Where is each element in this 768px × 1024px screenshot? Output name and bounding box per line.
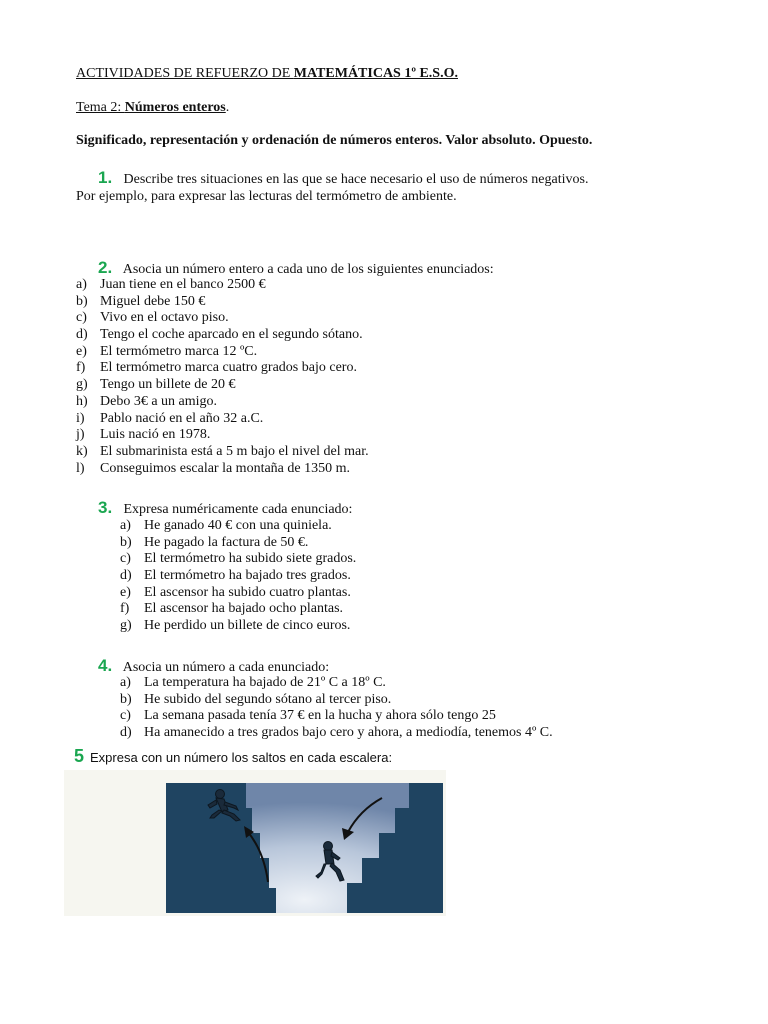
item-letter: e) [120,584,131,600]
item-letter: c) [76,310,87,326]
tema-prefix: Tema 2: [76,100,125,115]
exercise-5-text: Expresa con un número los saltos en cada escalera: [90,750,393,765]
list-item [76,327,369,344]
exercise-1-line-2: Por ejemplo, para expresar las lecturas del termómetro de ambiente. [76,189,457,204]
worksheet-title [76,66,458,82]
section-subtitle: Significado, representación y ordenación de números enteros. Valor absoluto. Opuesto. [76,133,593,148]
list-item [76,394,369,411]
item-text: Juan tiene en el banco 2500 € [100,277,266,292]
item-text: La semana pasada tenía 37 € en la hucha y ahora sólo tengo 25 [144,708,496,724]
exercise-5-number: 5 [74,746,85,766]
list-item [120,708,553,725]
item-letter: l) [76,460,85,476]
item-text: Vivo en el octavo piso. [100,310,229,326]
item-letter: d) [120,568,132,584]
item-text: He subido del segundo sótano al tercer piso. [144,691,392,707]
item-letter: k) [76,443,88,459]
item-text: Ha amanecido a tres grados bajo cero y ahora, a mediodía, tenemos 4º C. [144,725,553,741]
item-letter: d) [76,327,88,343]
list-item [76,377,369,394]
item-text: Tengo un billete de 20 € [100,377,236,393]
list-item [120,725,553,742]
item-text: He pagado la factura de 50 €. [144,534,309,550]
item-text: El termómetro ha subido siete grados. [144,551,357,567]
exercise-3-number: 3. [98,498,113,517]
title-subject: MATEMÁTICAS 1º E.S.O. [293,66,458,81]
item-text: El termómetro ha bajado tres grados. [144,568,351,584]
exercise-4-text: Asocia un número a cada enunciado: [122,660,330,675]
list-item [120,692,553,709]
item-letter: c) [120,551,131,567]
exercise-5-prompt [74,746,392,767]
item-letter: h) [76,393,88,409]
item-letter: f) [120,601,130,617]
item-letter: c) [120,708,131,724]
item-text: Tengo el coche aparcado en el segundo sótano. [100,327,363,343]
item-text: La temperatura ha bajado de 21º C a 18º C. [144,675,386,690]
item-letter: b) [120,534,132,550]
item-letter: d) [120,725,132,741]
item-text: El ascensor ha subido cuatro plantas. [144,584,351,600]
exercise-2-prompt [98,258,494,278]
list-item [76,461,369,478]
exercise-2-text: Asocia un número entero a cada uno de los siguientes enunciados: [122,262,494,277]
exercise-3-text: Expresa numéricamente cada enunciado: [123,502,353,517]
item-text: El submarinista está a 5 m bajo el nivel del mar. [100,443,369,459]
list-item [76,277,369,294]
item-letter: a) [76,277,87,292]
item-text: El termómetro marca cuatro grados bajo cero. [100,360,357,376]
list-item [120,618,356,635]
tema-title: Números enteros [124,100,226,115]
item-text: Miguel debe 150 € [100,293,206,309]
item-letter: g) [120,618,132,634]
exercise-1-number: 1. [98,168,113,187]
tema-line [76,100,229,116]
item-text: Pablo nació en el año 32 a.C. [100,410,264,426]
list-item [120,675,553,692]
stairs-illustration [64,770,446,916]
list-item [76,344,369,361]
item-text: Debo 3€ a un amigo. [100,393,218,409]
exercise-4-number: 4. [98,656,113,675]
item-text: El termómetro marca 12 ºC. [100,343,258,359]
exercise-4-list [120,675,553,742]
list-item [120,551,356,568]
item-text: Conseguimos escalar la montaña de 1350 m. [100,460,350,476]
tema-suffix: . [225,100,230,115]
list-item [76,360,369,377]
item-text: He ganado 40 € con una quiniela. [144,518,332,533]
list-item [120,568,356,585]
exercise-1-prompt [98,168,588,188]
exercise-1-line-1: Describe tres situaciones en las que se hace necesario el uso de números negativos. [123,172,589,187]
item-letter: b) [76,293,88,309]
item-letter: i) [76,410,85,426]
exercise-3-prompt [98,498,352,518]
item-letter: j) [76,427,85,443]
title-prefix: ACTIVIDADES DE REFUERZO DE [76,66,294,81]
item-letter: a) [120,675,131,690]
list-item [76,411,369,428]
list-item [76,294,369,311]
exercise-4-prompt [98,656,329,676]
list-item [120,601,356,618]
item-letter: f) [76,360,86,376]
exercise-2-number: 2. [98,258,113,277]
item-letter: g) [76,377,88,393]
exercise-2-list [76,277,369,477]
item-text: Luis nació en 1978. [100,427,211,443]
item-letter: b) [120,691,132,707]
item-letter: a) [120,518,131,533]
item-text: El ascensor ha bajado ocho plantas. [144,601,344,617]
list-item [120,535,356,552]
list-item [76,427,369,444]
list-item [76,444,369,461]
list-item [76,310,369,327]
list-item [120,585,356,602]
item-letter: e) [76,343,87,359]
list-item [120,518,356,535]
item-text: He perdido un billete de cinco euros. [144,618,351,634]
exercise-3-list [120,518,356,635]
